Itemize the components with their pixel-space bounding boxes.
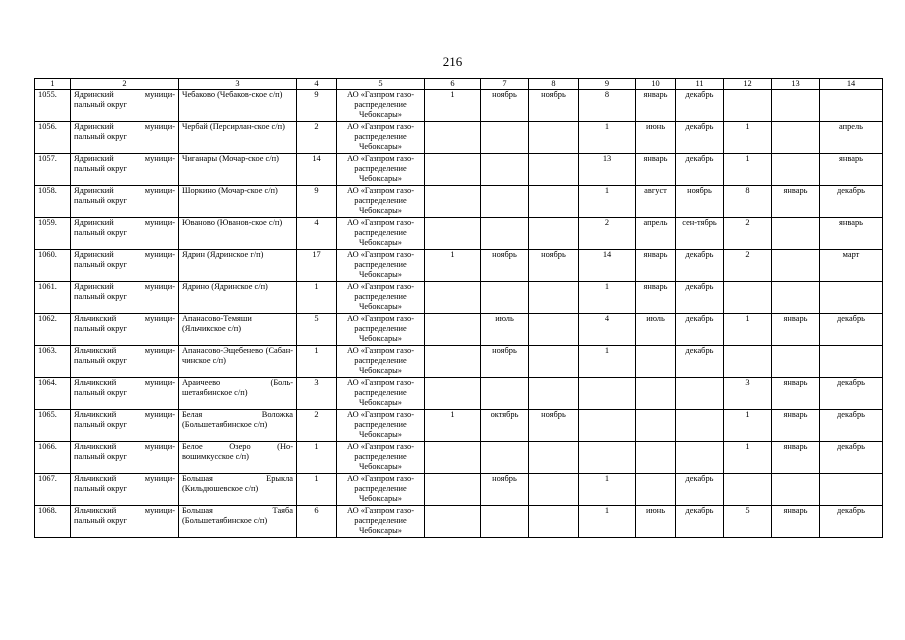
col-7-cell: ноябрь bbox=[481, 346, 529, 378]
table-row bbox=[35, 250, 883, 282]
col-12-cell bbox=[724, 346, 772, 378]
table-row bbox=[35, 474, 883, 506]
settlement-cell: Белое Озеро (Но-вошимкусское с/п) bbox=[179, 442, 297, 474]
col-10-cell: январь bbox=[636, 282, 676, 314]
col-7-cell bbox=[481, 154, 529, 186]
col-6-cell bbox=[425, 378, 481, 410]
table-row bbox=[35, 186, 883, 218]
col-12-cell: 1 bbox=[724, 410, 772, 442]
col-14-cell: декабрь bbox=[820, 186, 883, 218]
col-10-cell: июнь bbox=[636, 122, 676, 154]
col-6-cell: 1 bbox=[425, 410, 481, 442]
col-14-cell: декабрь bbox=[820, 314, 883, 346]
count-total-cell: 1 bbox=[297, 474, 337, 506]
col-12-cell: 2 bbox=[724, 250, 772, 282]
organization-cell: АО «Газпром газо-распределение Чебоксары» bbox=[337, 186, 425, 218]
table-row bbox=[35, 282, 883, 314]
col-12-cell: 1 bbox=[724, 442, 772, 474]
table-row bbox=[35, 218, 883, 250]
col-6-cell bbox=[425, 346, 481, 378]
settlement-cell: Шоркино (Мочар-ское с/п) bbox=[179, 186, 297, 218]
organization-cell: АО «Газпром газо-распределение Чебоксары» bbox=[337, 506, 425, 538]
col-14-cell: январь bbox=[820, 154, 883, 186]
settlement-cell: Араичеево (Боль-шетаябинское с/п) bbox=[179, 378, 297, 410]
table-row bbox=[35, 90, 883, 122]
district-cell: Ядринский муници-пальный округ bbox=[71, 122, 179, 154]
settlement-cell: Чиганары (Мочар-ское с/п) bbox=[179, 154, 297, 186]
count-total-cell: 1 bbox=[297, 442, 337, 474]
count-total-cell: 2 bbox=[297, 410, 337, 442]
column-number-row bbox=[35, 79, 883, 90]
table-row bbox=[35, 410, 883, 442]
column-number-cell: 1 bbox=[35, 79, 71, 90]
col-12-cell bbox=[724, 90, 772, 122]
col-11-cell: декабрь bbox=[676, 506, 724, 538]
col-14-cell bbox=[820, 90, 883, 122]
col-13-cell bbox=[772, 474, 820, 506]
settlement-cell: Чербай (Персирлан-ское с/п) bbox=[179, 122, 297, 154]
col-7-cell: октябрь bbox=[481, 410, 529, 442]
organization-cell: АО «Газпром газо-распределение Чебоксары» bbox=[337, 314, 425, 346]
row-number-cell: 1065. bbox=[35, 410, 71, 442]
col-9-cell: 4 bbox=[579, 314, 636, 346]
col-10-cell: июль bbox=[636, 314, 676, 346]
count-total-cell: 3 bbox=[297, 378, 337, 410]
col-8-cell bbox=[529, 346, 579, 378]
count-total-cell: 17 bbox=[297, 250, 337, 282]
settlement-cell: Большая Таяба (Большетаябинское с/п) bbox=[179, 506, 297, 538]
col-9-cell: 13 bbox=[579, 154, 636, 186]
table-row bbox=[35, 154, 883, 186]
col-9-cell: 1 bbox=[579, 282, 636, 314]
col-14-cell bbox=[820, 346, 883, 378]
col-6-cell bbox=[425, 218, 481, 250]
column-number-cell: 14 bbox=[820, 79, 883, 90]
district-cell: Яльчикский муници-пальный округ bbox=[71, 474, 179, 506]
col-9-cell bbox=[579, 378, 636, 410]
col-11-cell bbox=[676, 442, 724, 474]
col-10-cell bbox=[636, 346, 676, 378]
column-number-cell: 7 bbox=[481, 79, 529, 90]
col-10-cell: январь bbox=[636, 154, 676, 186]
col-13-cell: январь bbox=[772, 506, 820, 538]
col-14-cell: декабрь bbox=[820, 506, 883, 538]
col-7-cell bbox=[481, 506, 529, 538]
col-12-cell: 3 bbox=[724, 378, 772, 410]
column-number-cell: 11 bbox=[676, 79, 724, 90]
settlement-cell: Апанасово-Эщебенево (Сабан-чинское с/п) bbox=[179, 346, 297, 378]
district-cell: Ядринский муници-пальный округ bbox=[71, 282, 179, 314]
col-11-cell: декабрь bbox=[676, 474, 724, 506]
count-total-cell: 9 bbox=[297, 90, 337, 122]
col-13-cell bbox=[772, 90, 820, 122]
col-13-cell bbox=[772, 282, 820, 314]
col-12-cell bbox=[724, 282, 772, 314]
col-12-cell bbox=[724, 474, 772, 506]
col-9-cell: 2 bbox=[579, 218, 636, 250]
column-number-cell: 4 bbox=[297, 79, 337, 90]
column-number-cell: 8 bbox=[529, 79, 579, 90]
col-9-cell: 14 bbox=[579, 250, 636, 282]
col-13-cell bbox=[772, 122, 820, 154]
organization-cell: АО «Газпром газо-распределение Чебоксары» bbox=[337, 442, 425, 474]
col-10-cell: август bbox=[636, 186, 676, 218]
col-9-cell: 8 bbox=[579, 90, 636, 122]
col-8-cell bbox=[529, 474, 579, 506]
col-12-cell: 5 bbox=[724, 506, 772, 538]
settlement-cell: Апанасово-Темяши (Яльчикское с/п) bbox=[179, 314, 297, 346]
row-number-cell: 1066. bbox=[35, 442, 71, 474]
row-number-cell: 1061. bbox=[35, 282, 71, 314]
col-11-cell: декабрь bbox=[676, 346, 724, 378]
col-7-cell: ноябрь bbox=[481, 250, 529, 282]
col-11-cell: декабрь bbox=[676, 282, 724, 314]
col-6-cell bbox=[425, 474, 481, 506]
col-14-cell bbox=[820, 474, 883, 506]
col-9-cell: 1 bbox=[579, 346, 636, 378]
col-7-cell: июль bbox=[481, 314, 529, 346]
district-cell: Ядринский муници-пальный округ bbox=[71, 154, 179, 186]
row-number-cell: 1060. bbox=[35, 250, 71, 282]
table-row bbox=[35, 346, 883, 378]
col-9-cell: 1 bbox=[579, 122, 636, 154]
col-11-cell bbox=[676, 378, 724, 410]
col-10-cell: июнь bbox=[636, 506, 676, 538]
row-number-cell: 1062. bbox=[35, 314, 71, 346]
col-6-cell bbox=[425, 122, 481, 154]
col-13-cell bbox=[772, 218, 820, 250]
col-8-cell bbox=[529, 314, 579, 346]
page-number: 216 bbox=[442, 54, 463, 69]
organization-cell: АО «Газпром газо-распределение Чебоксары» bbox=[337, 410, 425, 442]
organization-cell: АО «Газпром газо-распределение Чебоксары» bbox=[337, 218, 425, 250]
column-number-cell: 3 bbox=[179, 79, 297, 90]
col-8-cell bbox=[529, 186, 579, 218]
count-total-cell: 1 bbox=[297, 282, 337, 314]
col-7-cell bbox=[481, 122, 529, 154]
col-14-cell: декабрь bbox=[820, 442, 883, 474]
col-11-cell: сен-тябрь bbox=[676, 218, 724, 250]
col-10-cell bbox=[636, 378, 676, 410]
organization-cell: АО «Газпром газо-распределение Чебоксары» bbox=[337, 154, 425, 186]
col-8-cell bbox=[529, 506, 579, 538]
col-13-cell: январь bbox=[772, 442, 820, 474]
settlement-cell: Ядрин (Ядринское г/п) bbox=[179, 250, 297, 282]
count-total-cell: 2 bbox=[297, 122, 337, 154]
district-cell: Яльчикский муници-пальный округ bbox=[71, 346, 179, 378]
col-10-cell: январь bbox=[636, 250, 676, 282]
col-8-cell bbox=[529, 122, 579, 154]
col-6-cell bbox=[425, 282, 481, 314]
col-9-cell bbox=[579, 410, 636, 442]
col-9-cell: 1 bbox=[579, 474, 636, 506]
col-6-cell bbox=[425, 442, 481, 474]
count-total-cell: 4 bbox=[297, 218, 337, 250]
col-14-cell: январь bbox=[820, 218, 883, 250]
row-number-cell: 1064. bbox=[35, 378, 71, 410]
col-13-cell bbox=[772, 154, 820, 186]
col-9-cell bbox=[579, 442, 636, 474]
district-cell: Яльчикский муници-пальный округ bbox=[71, 506, 179, 538]
col-12-cell: 1 bbox=[724, 314, 772, 346]
row-number-cell: 1058. bbox=[35, 186, 71, 218]
col-7-cell bbox=[481, 218, 529, 250]
settlement-cell: Чебаково (Чебаков-ское с/п) bbox=[179, 90, 297, 122]
col-8-cell: ноябрь bbox=[529, 250, 579, 282]
table-row bbox=[35, 378, 883, 410]
column-number-cell: 9 bbox=[579, 79, 636, 90]
col-8-cell bbox=[529, 218, 579, 250]
col-6-cell: 1 bbox=[425, 250, 481, 282]
col-11-cell: декабрь bbox=[676, 122, 724, 154]
row-number-cell: 1055. bbox=[35, 90, 71, 122]
settlement-cell: Большая Ерыкла (Кильдюшевское с/п) bbox=[179, 474, 297, 506]
table-row bbox=[35, 122, 883, 154]
count-total-cell: 6 bbox=[297, 506, 337, 538]
col-8-cell: ноябрь bbox=[529, 410, 579, 442]
col-13-cell: январь bbox=[772, 186, 820, 218]
row-number-cell: 1057. bbox=[35, 154, 71, 186]
col-14-cell bbox=[820, 282, 883, 314]
col-11-cell: декабрь bbox=[676, 314, 724, 346]
column-number-cell: 2 bbox=[71, 79, 179, 90]
col-14-cell: декабрь bbox=[820, 378, 883, 410]
organization-cell: АО «Газпром газо-распределение Чебоксары» bbox=[337, 250, 425, 282]
col-9-cell: 1 bbox=[579, 506, 636, 538]
district-cell: Ядринский муници-пальный округ bbox=[71, 186, 179, 218]
gasification-table bbox=[34, 78, 883, 538]
organization-cell: АО «Газпром газо-распределение Чебоксары» bbox=[337, 474, 425, 506]
col-8-cell bbox=[529, 378, 579, 410]
col-6-cell bbox=[425, 154, 481, 186]
col-10-cell bbox=[636, 474, 676, 506]
row-number-cell: 1063. bbox=[35, 346, 71, 378]
col-13-cell bbox=[772, 346, 820, 378]
col-7-cell bbox=[481, 186, 529, 218]
col-13-cell bbox=[772, 250, 820, 282]
district-cell: Яльчикский муници-пальный округ bbox=[71, 314, 179, 346]
organization-cell: АО «Газпром газо-распределение Чебоксары» bbox=[337, 122, 425, 154]
col-12-cell: 1 bbox=[724, 122, 772, 154]
col-10-cell: апрель bbox=[636, 218, 676, 250]
col-6-cell: 1 bbox=[425, 90, 481, 122]
settlement-cell: Белая Воложка (Большетаябинское с/п) bbox=[179, 410, 297, 442]
col-11-cell: ноябрь bbox=[676, 186, 724, 218]
district-cell: Ядринский муници-пальный округ bbox=[71, 218, 179, 250]
count-total-cell: 5 bbox=[297, 314, 337, 346]
col-9-cell: 1 bbox=[579, 186, 636, 218]
col-11-cell: декабрь bbox=[676, 250, 724, 282]
organization-cell: АО «Газпром газо-распределение Чебоксары» bbox=[337, 90, 425, 122]
col-11-cell bbox=[676, 410, 724, 442]
col-7-cell bbox=[481, 282, 529, 314]
district-cell: Ядринский муници-пальный округ bbox=[71, 250, 179, 282]
column-number-cell: 5 bbox=[337, 79, 425, 90]
settlement-cell: Юваново (Юванов-ское с/п) bbox=[179, 218, 297, 250]
settlement-cell: Ядрино (Ядринское с/п) bbox=[179, 282, 297, 314]
col-14-cell: апрель bbox=[820, 122, 883, 154]
col-12-cell: 1 bbox=[724, 154, 772, 186]
organization-cell: АО «Газпром газо-распределение Чебоксары» bbox=[337, 346, 425, 378]
column-number-cell: 6 bbox=[425, 79, 481, 90]
column-number-cell: 12 bbox=[724, 79, 772, 90]
col-12-cell: 8 bbox=[724, 186, 772, 218]
col-6-cell bbox=[425, 314, 481, 346]
row-number-cell: 1068. bbox=[35, 506, 71, 538]
col-8-cell bbox=[529, 282, 579, 314]
district-cell: Яльчикский муници-пальный округ bbox=[71, 378, 179, 410]
column-number-cell: 13 bbox=[772, 79, 820, 90]
district-cell: Яльчикский муници-пальный округ bbox=[71, 410, 179, 442]
table-row bbox=[35, 506, 883, 538]
organization-cell: АО «Газпром газо-распределение Чебоксары» bbox=[337, 282, 425, 314]
col-10-cell bbox=[636, 442, 676, 474]
col-8-cell bbox=[529, 154, 579, 186]
district-cell: Ядринский муници-пальный округ bbox=[71, 90, 179, 122]
table-row bbox=[35, 314, 883, 346]
col-12-cell: 2 bbox=[724, 218, 772, 250]
col-14-cell: март bbox=[820, 250, 883, 282]
col-10-cell: январь bbox=[636, 90, 676, 122]
col-6-cell bbox=[425, 506, 481, 538]
col-11-cell: декабрь bbox=[676, 154, 724, 186]
count-total-cell: 14 bbox=[297, 154, 337, 186]
count-total-cell: 1 bbox=[297, 346, 337, 378]
organization-cell: АО «Газпром газо-распределение Чебоксары» bbox=[337, 378, 425, 410]
district-cell: Яльчикский муници-пальный округ bbox=[71, 442, 179, 474]
row-number-cell: 1059. bbox=[35, 218, 71, 250]
col-6-cell bbox=[425, 186, 481, 218]
col-7-cell bbox=[481, 442, 529, 474]
col-14-cell: декабрь bbox=[820, 410, 883, 442]
col-10-cell bbox=[636, 410, 676, 442]
col-13-cell: январь bbox=[772, 410, 820, 442]
row-number-cell: 1056. bbox=[35, 122, 71, 154]
col-7-cell: ноябрь bbox=[481, 90, 529, 122]
col-8-cell bbox=[529, 442, 579, 474]
count-total-cell: 9 bbox=[297, 186, 337, 218]
row-number-cell: 1067. bbox=[35, 474, 71, 506]
column-number-cell: 10 bbox=[636, 79, 676, 90]
col-7-cell: ноябрь bbox=[481, 474, 529, 506]
col-8-cell: ноябрь bbox=[529, 90, 579, 122]
col-7-cell bbox=[481, 378, 529, 410]
col-13-cell: январь bbox=[772, 314, 820, 346]
col-11-cell: декабрь bbox=[676, 90, 724, 122]
col-13-cell: январь bbox=[772, 378, 820, 410]
table-row bbox=[35, 442, 883, 474]
